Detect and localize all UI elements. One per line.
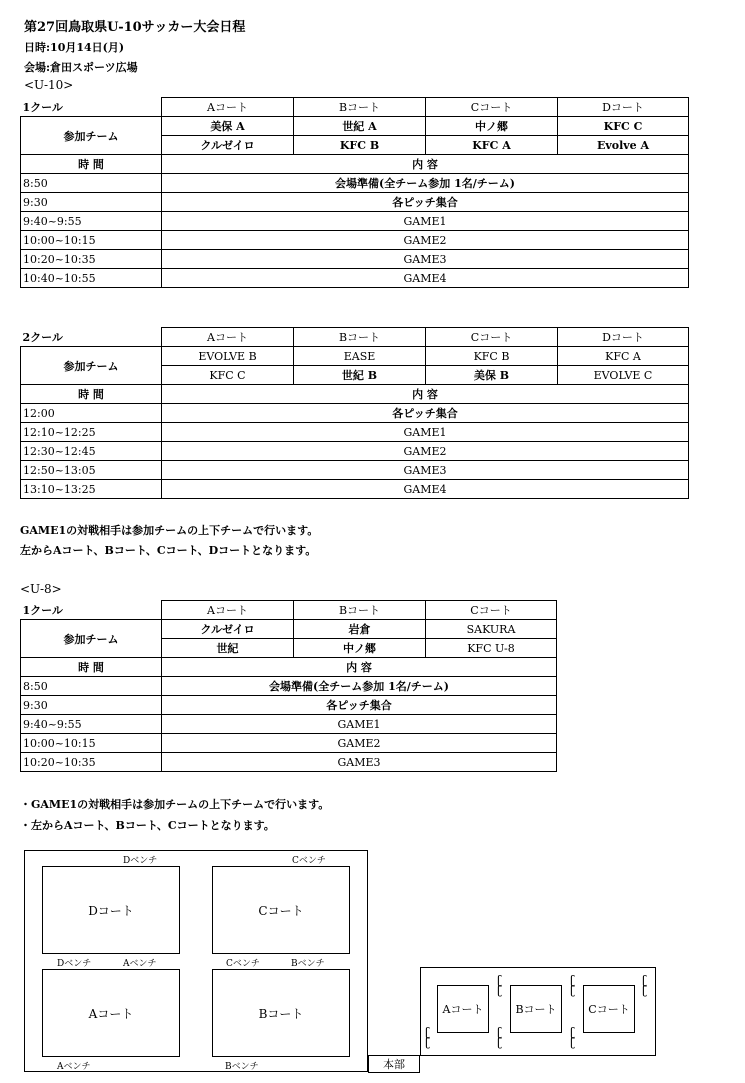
bench-squiggle-icon: ʗ ʗ xyxy=(642,973,648,997)
small-c-court-label: Cコート xyxy=(588,1003,630,1016)
hq-box xyxy=(368,1055,420,1073)
time-cell: 12:50~13:05 xyxy=(21,461,162,480)
time-cell: 12:00 xyxy=(21,404,162,423)
time-cell: 13:10~13:25 xyxy=(21,480,162,499)
team-cell: KFC A xyxy=(426,136,558,155)
d-court-label: Dコート xyxy=(88,903,134,918)
team-cell: クルゼイロ xyxy=(162,620,294,639)
a-bench-label: Aベンチ xyxy=(57,1062,91,1072)
team-cell: KFC U-8 xyxy=(426,639,557,658)
time-cell: 9:30 xyxy=(21,696,162,715)
u8-pool1-table xyxy=(20,600,557,772)
content-cell: 各ピッチ集合 xyxy=(162,404,689,423)
b-bench-label-upper: Bベンチ xyxy=(291,959,325,969)
teams-label: 参加チーム xyxy=(21,117,162,155)
content-cell: GAME2 xyxy=(162,442,689,461)
u8-note-2: ・左からAコート、Bコート、Cコートとなります。 xyxy=(20,819,275,832)
b-court-label: Bコート xyxy=(258,1006,304,1021)
team-cell: EVOLVE C xyxy=(558,366,689,385)
court-header: Aコート xyxy=(162,601,294,620)
page-title: 第27回鳥取県U-10サッカー大会日程 xyxy=(24,20,246,35)
content-cell: 会場準備(全チーム参加 1名/チーム) xyxy=(162,174,689,193)
time-header: 時 間 xyxy=(21,155,162,174)
time-cell: 8:50 xyxy=(21,174,162,193)
a-court xyxy=(42,969,180,1057)
court-header: Aコート xyxy=(162,328,294,347)
content-cell: 各ピッチ集合 xyxy=(162,696,557,715)
u8-section-heading: <U-8> xyxy=(20,582,62,596)
court-header: Dコート xyxy=(558,328,689,347)
team-cell: 中ノ郷 xyxy=(426,117,558,136)
d-court xyxy=(42,866,180,954)
content-cell: 各ピッチ集合 xyxy=(162,193,689,212)
content-cell: GAME2 xyxy=(162,231,689,250)
content-cell: 会場準備(全チーム参加 1名/チーム) xyxy=(162,677,557,696)
content-cell: GAME1 xyxy=(162,212,689,231)
bench-squiggle-icon: ʗ ʗ xyxy=(570,1025,576,1049)
small-b-court-label: Bコート xyxy=(515,1003,557,1016)
content-cell: GAME4 xyxy=(162,269,689,288)
team-cell: 世紀 B xyxy=(294,366,426,385)
time-cell: 10:20~10:35 xyxy=(21,250,162,269)
team-cell: KFC C xyxy=(162,366,294,385)
team-cell: 世紀 A xyxy=(294,117,426,136)
small-c-court xyxy=(583,985,635,1033)
c-court xyxy=(212,866,350,954)
time-cell: 10:00~10:15 xyxy=(21,734,162,753)
content-cell: GAME3 xyxy=(162,250,689,269)
pool-name: 1クール xyxy=(21,601,162,620)
bench-squiggle-icon: ʗ ʗ xyxy=(497,1025,503,1049)
team-cell: Evolve A xyxy=(558,136,689,155)
b-court xyxy=(212,969,350,1057)
content-cell: GAME3 xyxy=(162,753,557,772)
small-a-court xyxy=(437,985,489,1033)
time-header: 時 間 xyxy=(21,658,162,677)
content-cell: GAME2 xyxy=(162,734,557,753)
hq-label: 本部 xyxy=(383,1058,405,1071)
time-cell: 10:20~10:35 xyxy=(21,753,162,772)
bench-squiggle-icon: ʗ ʗ xyxy=(425,1025,431,1049)
content-header: 内 容 xyxy=(162,155,689,174)
b-bench-label: Bベンチ xyxy=(225,1062,259,1072)
time-cell: 10:40~10:55 xyxy=(21,269,162,288)
time-cell: 12:10~12:25 xyxy=(21,423,162,442)
c-bench-label: Cベンチ xyxy=(292,856,326,866)
u10-section-heading: <U-10> xyxy=(24,78,74,92)
team-cell: クルゼイロ xyxy=(162,136,294,155)
u10-note-1: GAME1の対戦相手は参加チームの上下チームで行います。 xyxy=(20,524,319,537)
u8-note-1: ・GAME1の対戦相手は参加チームの上下チームで行います。 xyxy=(20,798,330,811)
court-header: Cコート xyxy=(426,98,558,117)
team-cell: 美保 B xyxy=(426,366,558,385)
time-header: 時 間 xyxy=(21,385,162,404)
time-cell: 9:40~9:55 xyxy=(21,715,162,734)
team-cell: 岩倉 xyxy=(294,620,426,639)
event-venue: 会場:倉田スポーツ広場 xyxy=(24,61,138,74)
time-cell: 8:50 xyxy=(21,677,162,696)
court-header: Cコート xyxy=(426,328,558,347)
c-bench-label-lower: Cベンチ xyxy=(226,959,260,969)
team-cell: KFC C xyxy=(558,117,689,136)
small-a-court-label: Aコート xyxy=(442,1003,484,1016)
pool-name: 1クール xyxy=(21,98,162,117)
time-cell: 10:00~10:15 xyxy=(21,231,162,250)
c-court-label: Cコート xyxy=(258,903,304,918)
team-cell: EASE xyxy=(294,347,426,366)
team-cell: EVOLVE B xyxy=(162,347,294,366)
content-cell: GAME1 xyxy=(162,715,557,734)
court-header: Bコート xyxy=(294,328,426,347)
teams-label: 参加チーム xyxy=(21,620,162,658)
court-header: Bコート xyxy=(294,601,426,620)
team-cell: KFC B xyxy=(294,136,426,155)
team-cell: KFC B xyxy=(426,347,558,366)
content-header: 内 容 xyxy=(162,658,557,677)
team-cell: SAKURA xyxy=(426,620,557,639)
teams-label: 参加チーム xyxy=(21,347,162,385)
a-court-label: Aコート xyxy=(88,1006,134,1021)
content-cell: GAME3 xyxy=(162,461,689,480)
time-cell: 12:30~12:45 xyxy=(21,442,162,461)
content-cell: GAME4 xyxy=(162,480,689,499)
d-bench-label-lower: Dベンチ xyxy=(57,959,92,969)
court-header: Aコート xyxy=(162,98,294,117)
time-cell: 9:40~9:55 xyxy=(21,212,162,231)
pool-name: 2クール xyxy=(21,328,162,347)
court-header: Dコート xyxy=(558,98,689,117)
team-cell: 美保 A xyxy=(162,117,294,136)
d-bench-label: Dベンチ xyxy=(123,856,158,866)
u10-pool1-table xyxy=(20,97,689,288)
court-header: Cコート xyxy=(426,601,557,620)
u10-note-2: 左からAコート、Bコート、Cコート、Dコートとなります。 xyxy=(20,544,317,557)
u10-pool2-table xyxy=(20,327,689,499)
bench-squiggle-icon: ʗ ʗ xyxy=(570,973,576,997)
content-cell: GAME1 xyxy=(162,423,689,442)
team-cell: 世紀 xyxy=(162,639,294,658)
team-cell: 中ノ郷 xyxy=(294,639,426,658)
team-cell: KFC A xyxy=(558,347,689,366)
a-bench-label-upper: Aベンチ xyxy=(123,959,157,969)
bench-squiggle-icon: ʗ ʗ xyxy=(497,973,503,997)
small-b-court xyxy=(510,985,562,1033)
content-header: 内 容 xyxy=(162,385,689,404)
time-cell: 9:30 xyxy=(21,193,162,212)
event-date: 日時:10月14日(月) xyxy=(24,41,125,54)
court-header: Bコート xyxy=(294,98,426,117)
